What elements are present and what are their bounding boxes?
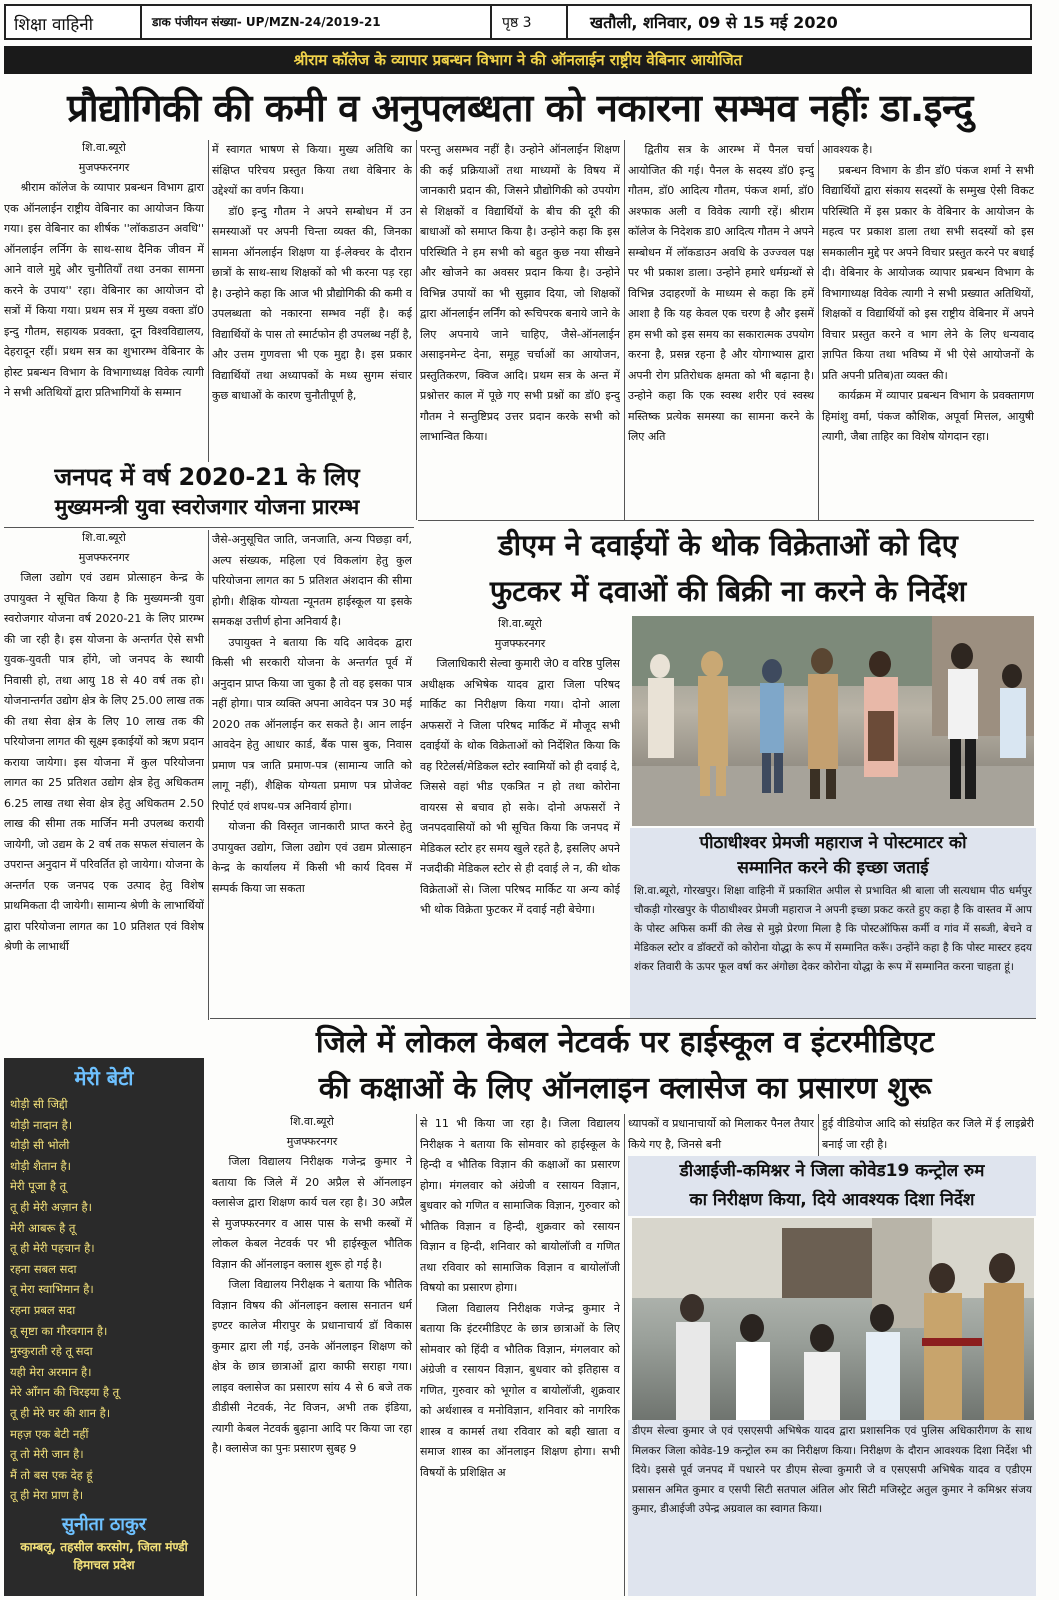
story1-headline: प्रौद्योगिकी की कमी व अनुपलब्धता को नकारना सम्भव नहींः डा.इन्दु bbox=[67, 86, 973, 130]
poem-line: तू मेरा स्वाभिमान है। bbox=[10, 1282, 94, 1297]
story2-headline bbox=[0, 462, 414, 526]
story5-column-1 bbox=[212, 1152, 412, 1596]
story4-body bbox=[630, 880, 1036, 1018]
story5-column-2 bbox=[420, 1114, 620, 1596]
poem-line: रहना सबल सदा bbox=[10, 1261, 77, 1276]
poem-line: तू ही मेरा प्राण है। bbox=[10, 1488, 84, 1503]
story2-col2c-text: योजना की विस्तृत जानकारी प्राप्त करने हेतु उपायुक्त उद्योग, जिला उद्योग एवं उद्यम प्रोत्साहन केन्द्र के कार्यालय में किसी भी कार्य दिवस में सम्पर्क किया जा सकता bbox=[212, 820, 412, 895]
story4-headline-line1: पीठाधीश्वर प्रेमजी महाराज ने पोस्टमाटर को bbox=[699, 833, 967, 853]
story4-box bbox=[630, 828, 1036, 1018]
poem-line: थोड़ी नादान है। bbox=[10, 1117, 73, 1132]
story5-headline bbox=[210, 1020, 1040, 1112]
story1-column-5 bbox=[822, 140, 1034, 520]
story1-column-3 bbox=[420, 140, 620, 520]
poem-lines bbox=[4, 1092, 204, 1506]
story4-headline bbox=[630, 828, 1036, 880]
poem-line: रहना प्रबल सदा bbox=[10, 1302, 76, 1317]
poem-line: तू तो मेरी जान है। bbox=[10, 1447, 84, 1462]
page-number: पृष्ठ 3 bbox=[502, 15, 532, 31]
story1-col3-text: परन्तु असम्भव नहीं है। उन्होने ऑनलाईन शिक्षण की कई प्रक्रियाओं तथा माध्यमों के विषय में जानकारी प्रदान की, जिसने प्रौद्योगिकी को उपयोग से शिक्षकों व विद्यार्थियों के बीच की दूरी की बाधाओं को समाप्त किया है। उन्होने कहा कि इस परिस्थिति ने हम सभी को बहुत कुछ नया सीखने और खोजने का अवसर प्रदान किया है। उन्होने विभिन्न उपायों का भी सुझाव दिया, जो शिक्षकों द्वारा ऑनलाईन लर्निंग को रूचिपरक बनाये जाने के लिए अपनाये जाने चाहिए, जैसे-ऑनलाईन असाइनमेन्ट देना, समूह चर्चाओं का आयोजन, प्रस्तुतिकरण, क्विज आदि। प्रथम सत्र के अन्त में प्रश्नोत्तर काल में पूछे गए सभी प्रश्नों का डॉ0 इन्दु गौतम ने सन्तुष्टिप्रद उत्तर प्रदान करके सभी को लाभान्वित किया। bbox=[420, 143, 620, 443]
story1-column-1 bbox=[4, 178, 204, 462]
story1-column-2 bbox=[212, 140, 412, 462]
story2-place: मुजफ्फरनगर bbox=[78, 551, 130, 564]
story5-col2b-text: जिला विद्यालय निरीक्षक गजेन्द्र कुमार ने बताया कि इंटरमीडिएट के छात्र छात्राओं के लिए सोमवार को हिंदी व भौतिक विज्ञान, मंगलवार को अंग्रेजी व रसायन विज्ञान, बुधवार को इतिहास व गणित, गुरुवार को भूगोल व बायोलॉजी, शुक्रवार को अर्थशास्त्र व मनोविज्ञान, शनिवार को नागरिक शास्त्र व कामर्स तथा रविवार को बही खाता व समाज शास्त्र का ऑनलाइन शिक्षण होगा। सभी विषयों के प्रशिक्षित अ bbox=[420, 1301, 620, 1479]
story6-body-box bbox=[628, 1420, 1036, 1596]
poem-line: थोड़ी सी जिद्दी bbox=[10, 1097, 68, 1111]
poem-author: सुनीता ठाकुर bbox=[61, 1513, 147, 1535]
date-line: खतौली, शनिवार, 09 से 15 मई 2020 bbox=[590, 13, 838, 32]
poem-line: तू ही मेरी अज़ान है। bbox=[10, 1199, 92, 1214]
poem-box bbox=[4, 1058, 204, 1596]
poem-address: काम्बलू, तहसील करसोग, जिला मंण्डी हिमाचल प्रदेश bbox=[20, 1539, 188, 1572]
story1-kicker: श्रीराम कॉलेज के व्यापार प्रबन्धन विभाग ने की ऑनलाईन राष्ट्रीय वेबिनार आयोजित bbox=[293, 51, 743, 69]
story1-byline bbox=[4, 138, 204, 178]
story1-col2a-text: में स्वागत भाषण से किया। मुख्य अतिथि का संक्षिप्त परिचय प्रस्तुत किया तथा वेबिनार के उद्देश्यों का वर्णन किया। bbox=[212, 143, 412, 197]
story3-headline bbox=[418, 522, 1038, 614]
poem-line: तू ही मेरी पहचान है। bbox=[10, 1241, 95, 1256]
story1-column-4 bbox=[628, 140, 814, 520]
story3-byline bbox=[420, 614, 620, 654]
dm-market-inspection-photo bbox=[632, 616, 1034, 826]
story2-headline-line1: जनपद में वर्ष 2020-21 के लिए bbox=[54, 463, 360, 491]
story5-column-3 bbox=[628, 1114, 814, 1156]
story6-headline-line1: डीआईजी-कमिश्नर ने जिला कोवेड19 कन्ट्रोल रुम bbox=[679, 1161, 985, 1181]
poem-line: थोड़ी शैतान है। bbox=[10, 1158, 71, 1173]
story5-headline-line2: की कक्षाओं के लिए ऑनलाइन क्लासेज का प्रसारण शुरू bbox=[318, 1071, 932, 1106]
story6-headline-box bbox=[628, 1156, 1036, 1216]
story2-column-1 bbox=[4, 568, 204, 1056]
story1-col4-text: द्वितीय सत्र के आरम्भ में पैनल चर्चा आयोजित की गई। पैनल के सदस्य डॉ0 इन्दु गौतम, डॉ0 आदित्य गौतम, पंकज शर्मा, डॉ0 अश्फाक अली व विवेक त्यागी रहें। श्रीराम कॉलेज के निदेशक डा0 आदित्य गौतम ने अपने सम्बोधन में लॉकडाउन अवधि के उज्ज्वल पक्ष पर भी प्रकाश डाला। उन्होने हमारे धर्मग्रन्थों से विभिन्न उदाहरणों के माध्यम से कहा कि हमें आशा है कि यह केवल एक चरण है और इसमें हम सभी को इस समय का सकारात्मक उपयोग करना है, प्रसन्न रहना है और योगाभ्यास द्वारा अपनी रोग प्रतिरोधक क्षमता को भी बढ़ाना है। उन्होने कहा कि एक स्वस्थ शरीर एवं स्वस्थ मस्तिष्क प्रत्येक समस्या का सामना करने के लिए अति bbox=[628, 143, 814, 443]
story1-bureau: शि.वा.ब्यूरो bbox=[82, 141, 126, 154]
story5-col1a-text: जिला विद्यालय निरीक्षक गजेन्द्र कुमार ने बताया कि जिले में 20 अप्रैल से ऑनलाइन क्लासेज द्वारा शिक्षण कार्य चल रहा है। 30 अप्रैल से मुजफ्फरनगर व आस पास के सभी कस्बों में लोकल केबल नेटवर्क पर भी हाईस्कूल भौतिक विज्ञान की ऑनलाइन क्लास शुरू हो गई है। bbox=[212, 1155, 412, 1271]
poem-line: तू सृष्टा का गौरवगान है। bbox=[10, 1323, 108, 1338]
story5-col4-text: हुई वीडियोज आदि को संग्रहित कर जिले में ई लाइब्रेरी बनाई जा रही है। bbox=[822, 1117, 1034, 1151]
story3-body bbox=[420, 654, 620, 1020]
story5-col2a-text: से 11 भी किया जा रहा है। जिला विद्यालय निरीक्षक ने बताया कि सोमवार को हाईस्कूल के हिन्दी व भौतिक विज्ञान की कक्षाओं का प्रसारण होगा। मंगलवार को अंग्रेजी व रसायन विज्ञान, बुधवार को गणित व सामाजिक विज्ञान, गुरुवार को भौतिक विज्ञान व हिन्दी, शुक्रवार को रसायन विज्ञान व हिन्दी, शनिवार को बायोलॉजी व गणित तथा रविवार को सामाजिक विज्ञान व बायोलॉजी विषयो का प्रसारण होगा। bbox=[420, 1117, 620, 1294]
story3-headline-line1: डीएम ने दवाईयों के थोक विक्रेताओं को दिए bbox=[498, 528, 958, 562]
poem-line: मेरी पूजा है तू bbox=[10, 1179, 67, 1194]
story3-headline-line2: फुटकर में दवाओं की बिक्री ना करने के निर्देश bbox=[489, 574, 967, 608]
story1-place: मुजफ्फरनगर bbox=[78, 161, 130, 174]
poem-title: मेरी बेटी bbox=[74, 1066, 134, 1090]
story6-headline bbox=[628, 1156, 1036, 1214]
story2-bureau: शि.वा.ब्यूरो bbox=[82, 531, 126, 544]
story3-place: मुजफ्फरनगर bbox=[494, 637, 546, 650]
poem-line: मेरे आँगन की चिरइया है तू bbox=[10, 1385, 120, 1400]
story1-col2b-text: डॉ0 इन्दु गौतम ने अपने सम्बोधन में उन समस्याओं पर अपनी चिन्ता व्यक्त की, जिनका सामना ऑनलाईन शिक्षण या ई-लेक्चर के दौरान छात्रों के साथ-साथ शिक्षकों को भी करना पड़ रहा है। उन्होने कहा कि आज भी प्रौद्योगिकी की कमी व उपलब्धता को नकारना सम्भव नहीं है। कई विद्यार्थियों के पास तो स्मार्टफोन ही उपलब्ध नहीं है, और उत्तम गुणवत्ता भी एक मुद्दा है। इस प्रकार विद्यार्थियों तथा अध्यापकों के मध्य सुगम संचार कुछ बाधाओं के कारण चुनौतीपूर्ण है, bbox=[212, 204, 412, 402]
story5-headline-line1: जिले में लोकल केबल नेटवर्क पर हाईस्कूल व इंटरमीडिएट bbox=[315, 1025, 935, 1060]
story2-headline-line2: मुख्यमन्त्री युवा स्वरोजगार योजना प्रारम्भ bbox=[54, 495, 360, 519]
control-room-inspection-photo bbox=[632, 1218, 1034, 1420]
story5-col3-text: ध्यापकों व प्रधानाचार्यो को मिलाकर पैनल तैयार किये गए है, जिनसे बनी bbox=[628, 1117, 814, 1151]
poem-line: मेरी आबरू है तू bbox=[10, 1220, 76, 1235]
story2-col2b-text: उपायुक्त ने बताया कि यदि आवेदक द्वारा किसी भी सरकारी योजना के अन्तर्गत पूर्व में अनुदान प्राप्त किया जा चुका है तो वह इसका पात्र नहीं होगा। पात्र व्यक्ति अपना आवेदन पत्र 30 मई 2020 तक ऑनलाईन कर सकते है। आन लाईन आवदेन हेतु आधार कार्ड, बैंक पास बुक, निवास प्रमाण पत्र जाति प्रमाण-पत्र (सामान्य जाति को लागू नहीं), शैक्षिक योग्यता प्रमाण पत्र प्रोजेक्ट रिपोर्ट एवं शपथ-पत्र अनिवार्य होगा। bbox=[212, 635, 412, 813]
poem-line: थोड़ी सी भोली bbox=[10, 1138, 70, 1153]
story6-body-text: डीएम सेल्वा कुमार जे एवं एसएसपी अभिषेक यादव द्वारा प्रशासनिक एवं पुलिस अधिकारीगण के साथ मिलकर जिला कोवेड-19 कन्ट्रोल रुम का निरीक्षण किया। निरीक्षण के दौरान आवश्यक दिशा निर्देश भी दिये। इससे पूर्व जनपद में पधारने पर डीएम सेल्वा कुमारी जे व एसएसपी अभिषेक यादव व एडीएम प्रसासन अमित कुमार व एसपी सिटी सतपाल अंतिल ओर सिटी मजिस्ट्रेट अतुल कुमार ने कमिश्नर संजय कुमार, डीआईजी उपेन्द्र अग्रवाल का स्वागत किया। bbox=[632, 1425, 1032, 1515]
poem-line: महज़ एक बेटी नहीं bbox=[10, 1426, 89, 1441]
story2-col1-text: जिला उद्योग एवं उद्यम प्रोत्साहन केन्द्र के उपायुक्त ने सूचित किया है कि मुख्यमन्त्री युवा स्वरोजगार योजना वर्ष 2020-21 के लिए प्रारम्भ की जा रही है। इस योजना के अन्तर्गत ऐसे सभी युवक-युवती पात्र होंगे, जो जनपद के स्थायी निवासी हो, तथा आयु 18 से 40 वर्ष तक हो। योजनान्तर्गत उद्योग क्षेत्र के लिए 25.00 लाख तक की तथा सेवा क्षेत्र के लिए 10 लाख तक की परियोजना लागत की सूक्ष्म इकाईयों को ऋण प्रदान कराया जायेगा। इस योजना में कुल परियोजना लागत का 25 प्रतिशत उद्योग क्षेत्र हेतु अधिकतम 6.25 लाख तथा सेवा क्षेत्र हेतु अधिकतम 2.50 लाख की सीमा तक मार्जिन मनी उपलब्ध करायी जायेगी, जो उद्यम के 2 वर्ष तक सफल संचालन के उपरान्त अनुदान में परिवर्तित हो जायेगा। योजना के अन्तर्गत एक जनपद एक उत्पाद हेतु विशेष प्राथमिकता दी जायेगी। सामान्य श्रेणी के लाभार्थियों द्वारा परियोजना लागत का 10 प्रतिशत एवं विशेष श्रेणी के लाभार्थी bbox=[4, 571, 204, 953]
story5-byline bbox=[212, 1112, 412, 1152]
story5-col1b-text: जिला विद्यालय निरीक्षक ने बताया कि भौतिक विज्ञान विषय की ऑनलाइन क्लास सनातन धर्म इण्टर कालेज मीरापुर के प्रधानाचार्य डॉ विकास कुमार द्वारा ली गई, उनके ऑनलाइन शिक्षण को क्षेत्र के छात्र छात्राओं द्वारा काफी सराहा गया। लाइव क्लासेज का प्रसारण सांय 4 से 6 बजे तक डीडीसी नेटवर्क, नेट विजन, अभी तक इंडिया, त्यागी केबल नेटवर्क बुढ़ाना आदि पर किया जा रहा है। क्लासेज का पुनः प्रसारण सुबह 9 bbox=[212, 1278, 412, 1455]
story1-col5a-text: आवश्यक है। bbox=[822, 143, 873, 156]
story5-bureau: शि.वा.ब्यूरो bbox=[290, 1115, 334, 1128]
registration-number: डाक पंजीयन संख्या- UP/MZN-24/2019-21 bbox=[152, 15, 381, 29]
story4-body-text: शि.वा.ब्यूरो, गोरखपुर। शिक्षा वाहिनी में प्रकाशित अपील से प्रभावित श्री बाला जी सत्यधाम पीठ धर्मपुर चौकड़ी गोरखपुर के पीठाधीश्वर प्रेमजी महाराज ने अपनी इच्छा प्रकट करते हुए कहा है कि वास्तव में आप के पोस्ट अफिस कर्मी की लेख से मुझे प्रेरणा मिला है कि पोस्टऑफिस कर्मी व गांव में सब्जी, बेचने व मेडिकल स्टोर व डॉक्टरों को कोरोना योद्धा के रूप में सम्मानित करूँ। उन्होंने कहा है कि पोस्ट मास्टर हदय शंकर तिवारी के ऊपर फूल वर्षा कर अंगोछा देकर कोरोना योद्धा के रूप में सम्मानित करना चाहता हूं। bbox=[634, 885, 1032, 973]
story1-col5b-text: प्रबन्धन विभाग के डीन डॉ0 पंकज शर्मा ने सभी विद्यार्थियों द्वारा संकाय सदस्यों के सम्मुख ऐसी विकट परिस्थिति में इस प्रकार के वेबिनार के आयोजन के महत्व पर प्रकाश डाला तथा सभी सदस्यों को इस समकालीन मुद्दे पर अपने विचार प्रस्तुत करने पर बधाई दी। वेबिनार के आयोजक व्यापार प्रबन्धन विभाग के विभागाध्यक्ष विवेक त्यागी ने सभी प्रख्यात अतिथियों, शिक्षकों व विद्यार्थियों को इस राष्ट्रीय वेबिनार में अपने विचार प्रस्तुत करने व भाग लेने के लिए धन्यवाद ज्ञापित किया तथा भविष्य में भी ऐसे आयोजनों के प्रति अपनी प्रतिब)ता व्यक्त की। bbox=[822, 163, 1034, 382]
story1-kicker-banner bbox=[4, 46, 1032, 74]
paper-name: शिक्षा वाहिनी bbox=[14, 15, 94, 35]
poem-line: मुस्कुराती रहे तू सदा bbox=[10, 1344, 93, 1359]
story1-col5c-text: कार्यक्रम में व्यापार प्रबन्धन विभाग के प्रवक्तागण हिमांशु वर्मा, पंकज कौशिक, अपूर्वा मित्तल, आयुषी त्यागी, जैबा ताहिर का विशेष योगदान रहा। bbox=[822, 389, 1034, 443]
poem-line: मैं तो बस एक देह हूं bbox=[10, 1467, 93, 1482]
masthead bbox=[4, 4, 1032, 40]
story6-body bbox=[628, 1420, 1036, 1596]
story6-headline-line2: का निरीक्षण किया, दिये आवश्यक दिशा निर्देश bbox=[689, 1190, 975, 1210]
story5-column-4 bbox=[822, 1114, 1034, 1156]
poem-line: यही मेरा अरमान है। bbox=[10, 1364, 92, 1379]
story2-col2a-text: जैसे-अनुसूचित जाति, जनजाति, अन्य पिछड़ा वर्ग, अल्प संख्यक, महिला एवं विकलांग हेतु कुल परियोजना लागत का 5 प्रतिशत अंशदान की सीमा होगी। शैक्षिक योग्यता न्यूनतम हाईस्कूल या इसके समकक्ष उत्तीर्ण होना अनिवार्य है। bbox=[212, 533, 412, 628]
story4-headline-line2: सम्मानित करने की इच्छा जताई bbox=[737, 858, 929, 878]
story1-col1-text: श्रीराम कॉलेज के व्यापार प्रबन्धन विभाग द्वारा एक ऑनलाईन राष्ट्रीय वेबिनार का आयोजन किया गया। इस वेबिनार का शीर्षक ''लॉकडाउन अवधि'' ऑनलाईन लर्निग के साथ-साथ दैनिक जीवन में आने वाले मुद्दे और चुनौतियॉं तथा उनका सामना करने के उपाय'' रहा। वेबिनार का आयोजन दो सत्रों में किया गया। प्रथम सत्र में मुख्य वक्ता डॉ0 इन्दु गौतम, सहायक प्रवक्ता, दून विश्वविद्यालय, देहरादून रहीं। प्रथम सत्र का शुभारम्भ वेबिनार के होस्ट प्रबन्धन विभाग के विभागाध्यक्ष विवेक त्यागी ने सभी अतिथियों द्वारा प्रतिभागियों के सम्मान bbox=[4, 181, 204, 399]
story3-bureau: शि.वा.ब्यूरो bbox=[498, 617, 542, 630]
story2-column-2 bbox=[212, 530, 412, 1020]
story2-byline bbox=[4, 528, 204, 568]
story3-body-text: जिलाधिकारी सेल्वा कुमारी जे0 व वरिष्ठ पुलिस अधीक्षक अभिषेक यादव द्वारा जिला परिषद मार्किट का निरीक्षण किया गया। दोनो आला अफसरों ने जिला परिषद मार्किट में मौजूद सभी दवाईयों के थोक विक्रेताओं को निर्देशित किया कि वह रिटेलर्स/मेडिकल स्टोर स्वामियों को ही दवाई दे, जिससे वहां भीड एकत्रित न हो तथा कोरोना वायरस से बचाव हो सके। दोनो अफसरों ने जनपदवासियों को भी सूचित किया कि जनपद में मेडिकल स्टोर हर समय खुले रहते है, इसलिए अपने नजदीकी मेडिकल स्टोर से ही दवाई ले न, की थोक विक्रेताओं से। जिला परिषद मार्किट या अन्य कोई भी थोक विक्रेता फुटकर में दवाई नही बेचेगा। bbox=[420, 657, 620, 916]
story5-place: मुजफ्फरनगर bbox=[286, 1135, 338, 1148]
poem-line: तू ही मेरे घर की शान है। bbox=[10, 1405, 111, 1420]
